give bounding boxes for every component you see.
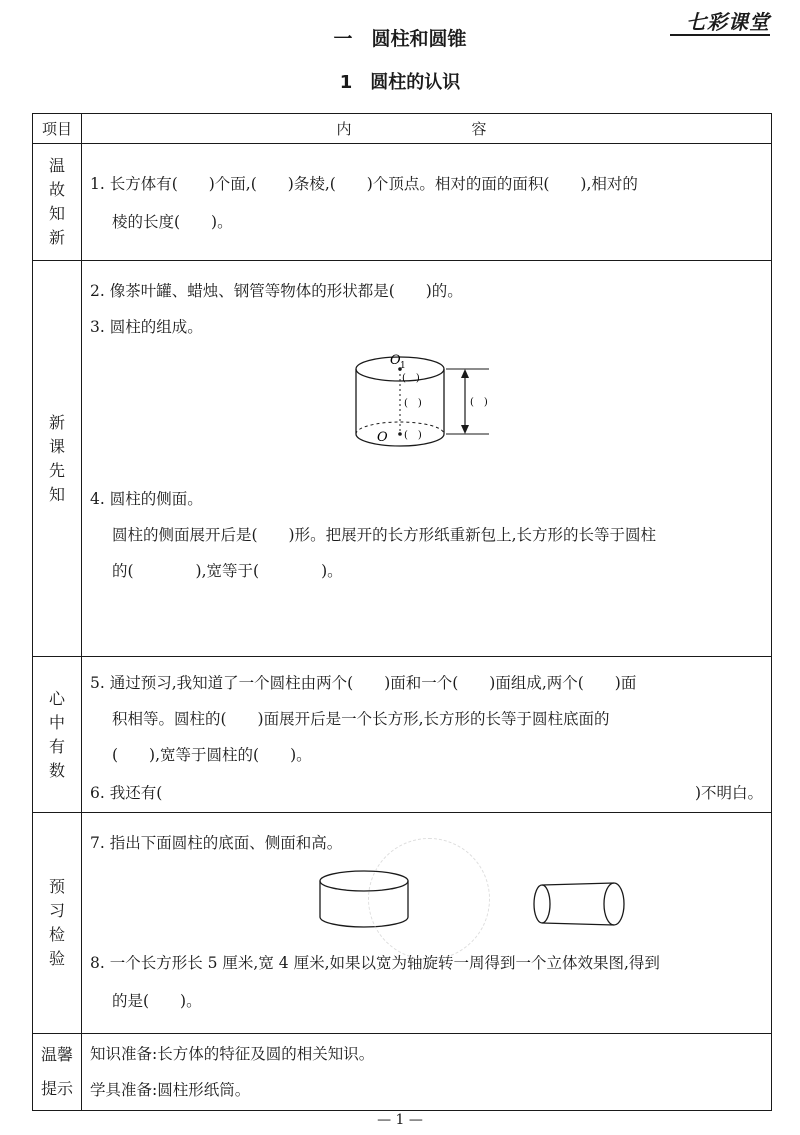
section-content-1 bbox=[82, 144, 772, 261]
page-number: — 1 — bbox=[377, 1112, 423, 1128]
lesson-title: 1 圆柱的认识 bbox=[339, 72, 461, 93]
label-o1-sub: 1 bbox=[400, 361, 406, 371]
question-1-line-2: 棱的长度( )。 bbox=[112, 213, 233, 231]
watermark-stamp bbox=[368, 838, 490, 960]
blank-height: ( ) bbox=[470, 397, 488, 408]
question-4: 4. 圆柱的侧面。 bbox=[90, 490, 203, 508]
section-label-2: 新 课 先 知 bbox=[33, 261, 82, 657]
question-8-line-2: 的是( )。 bbox=[112, 992, 202, 1010]
question-4-line-2: 的( ),宽等于( )。 bbox=[112, 562, 343, 580]
section-label-4: 预 习 检 验 bbox=[33, 813, 82, 1034]
section-label-1: 温 故 知 新 bbox=[33, 144, 82, 261]
section-label-5: 温馨 提示 bbox=[33, 1034, 82, 1111]
header-content: 内 容 bbox=[82, 114, 772, 144]
tip-knowledge: 知识准备:长方体的特征及圆的相关知识。 bbox=[90, 1045, 375, 1063]
brand-logo: 七彩课堂 bbox=[686, 10, 770, 34]
blank-bottom-center: ( ) bbox=[404, 430, 422, 441]
blank-top-center: ( ) bbox=[402, 373, 420, 384]
question-1-line-1: 1. 长方体有( )个面,( )条棱,( )个顶点。相对的面的面积( ),相对的 bbox=[90, 175, 638, 193]
label-o: O bbox=[377, 430, 388, 445]
label-o1: O bbox=[390, 353, 401, 368]
section-content-3 bbox=[82, 657, 772, 813]
chapter-title: 一 圆柱和圆锥 bbox=[333, 28, 467, 50]
question-5-line-2: 积相等。圆柱的( )面展开后是一个长方形,长方形的长等于圆柱底面的 bbox=[112, 710, 610, 728]
section-content-2 bbox=[82, 261, 772, 657]
worksheet-table bbox=[32, 113, 772, 1111]
question-7: 7. 指出下面圆柱的底面、侧面和高。 bbox=[90, 834, 343, 852]
header-item: 项目 bbox=[33, 114, 82, 144]
question-6-start: 6. 我还有( bbox=[90, 784, 163, 802]
section-label-3: 心 中 有 数 bbox=[33, 657, 82, 813]
question-6-end: )不明白。 bbox=[694, 784, 763, 802]
blank-axis: ( ) bbox=[404, 398, 422, 409]
section-content-5 bbox=[82, 1034, 772, 1111]
question-3: 3. 圆柱的组成。 bbox=[90, 318, 203, 336]
cylinder-diagram bbox=[344, 349, 524, 461]
lying-cylinder-figure bbox=[532, 881, 632, 931]
question-8-line-1: 8. 一个长方形长 5 厘米,宽 4 厘米,如果以宽为轴旋转一周得到一个立体效果图,得到 bbox=[90, 954, 660, 972]
question-5-line-1: 5. 通过预习,我知道了一个圆柱由两个( )面和一个( )面组成,两个( )面 bbox=[90, 674, 637, 692]
tip-tools: 学具准备:圆柱形纸筒。 bbox=[90, 1081, 251, 1099]
question-5-line-3: ( ),宽等于圆柱的( )。 bbox=[112, 746, 312, 764]
question-2: 2. 像茶叶罐、蜡烛、钢管等物体的形状都是( )的。 bbox=[90, 282, 463, 300]
question-4-line-1: 圆柱的侧面展开后是( )形。把展开的长方形纸重新包上,长方形的长等于圆柱 bbox=[112, 526, 657, 544]
